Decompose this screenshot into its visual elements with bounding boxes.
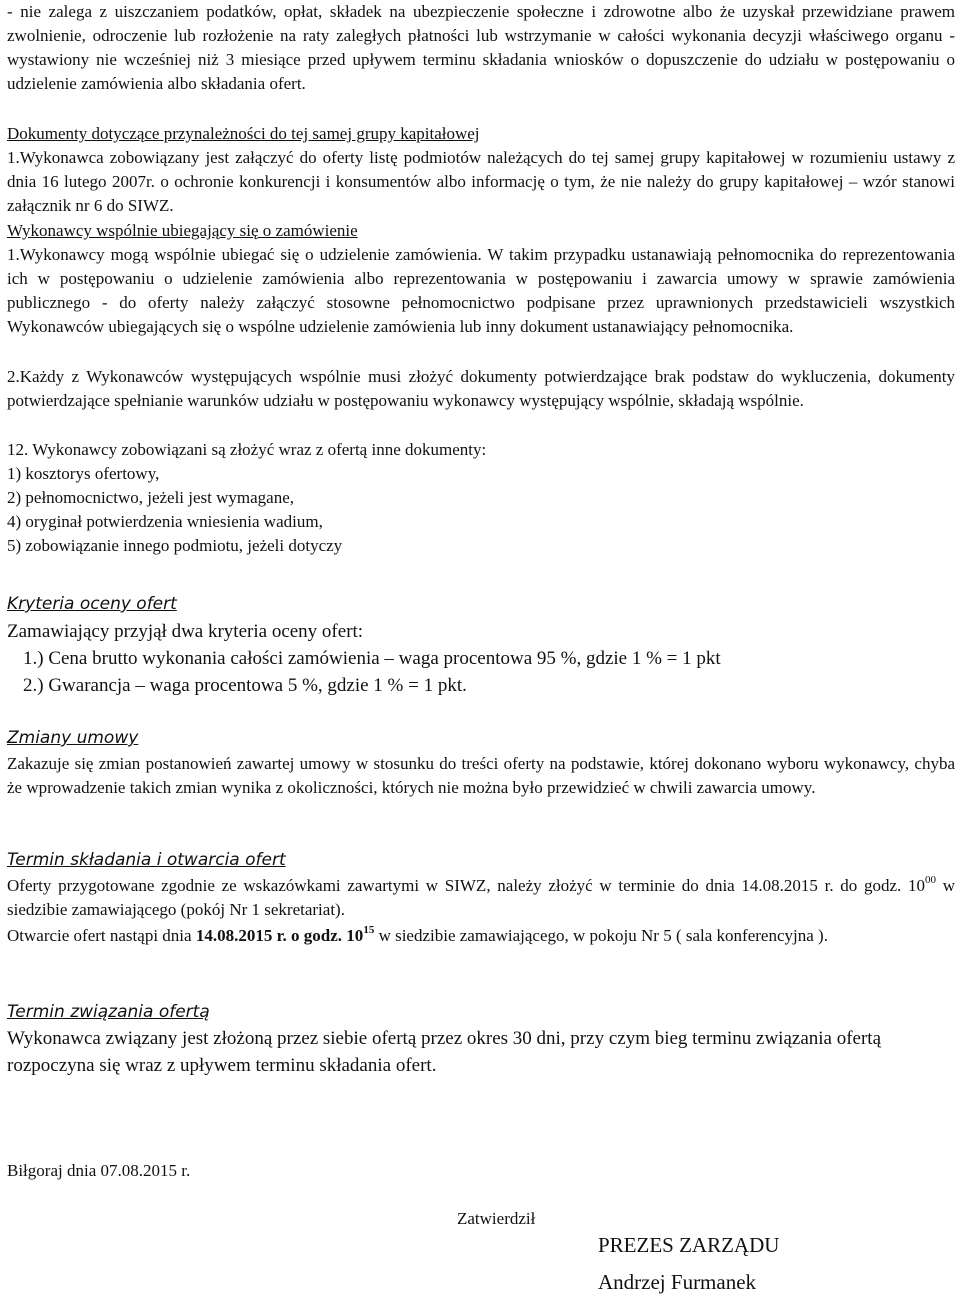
approved-label: Zatwierdził bbox=[457, 1209, 536, 1228]
joint-bidders-paragraph-1: 1.Wykonawcy mogą wspólnie ubiegać się o udzielenie zamówienia. W takim przypadku ustanawiają pełnomocnika do reprezentowania ich w postępowaniu o udzielenie zamówienia albo reprezentowania w postępowaniu i zawarcia umowy w sprawie zamówienia publicznego - do oferty należy załączyć stosowne pełnomocnictwo podpisane przez uprawnionych przedstawicieli wszystkich Wykonawców ubiegających się o wspólne udzielenie zamówienia lub inny dokument ustanawiający pełnomocnika. bbox=[7, 245, 955, 336]
place-date: Biłgoraj dnia 07.08.2015 r. bbox=[7, 1161, 191, 1180]
submission-hour-minutes: 00 bbox=[925, 874, 937, 886]
criteria-intro: Zamawiający przyjął dwa kryteria oceny ofert: bbox=[7, 621, 364, 642]
contract-changes-paragraph: Zakazuje się zmian postanowień zawartej umowy w stosunku do treści oferty na podstawie, której dokonano wyboru wykonawcy, chyba że wprowadzenie takich zmian wynika z okoliczności, których nie można było przewidzieć w chwili zawarcia umowy. bbox=[7, 754, 955, 797]
opening-text-end: w siedzibie zamawiającego, w pokoju Nr 5 ( sala konferencyjna ). bbox=[374, 926, 828, 945]
other-documents-section bbox=[7, 438, 955, 558]
submission-deadline-paragraph bbox=[7, 874, 955, 922]
capital-group-heading: Dokumenty dotyczące przynależności do tej samej grupy kapitałowej bbox=[7, 124, 480, 143]
criteria-section bbox=[7, 618, 955, 699]
signatory-name: Andrzej Furmanek bbox=[598, 1270, 757, 1294]
contract-changes-heading: Zmiany umowy bbox=[7, 728, 139, 748]
capital-group-paragraph: 1.Wykonawca zobowiązany jest załączyć do oferty listę podmiotów należących do tej samej grupy kapitałowej w rozumieniu ustawy z dnia 16 lutego 2007r. o ochronie konkurencji i konsumentów albo informację o tym, że nie należy do grupy kapitałowej – wzór stanowi załącznik nr 6 do SIWZ. bbox=[7, 148, 955, 215]
opening-date-time: 14.08.2015 r. o godz. 10 bbox=[195, 926, 364, 945]
joint-bidders-paragraph-2: 2.Każdy z Wykonawców występujących wspólnie musi złożyć dokumenty potwierdzające brak podstaw do wykluczenia, dokumenty potwierdzające spełnianie warunków udziału w postępowaniu wykonawcy występujący wspólnie, składają wspólnie. bbox=[7, 367, 955, 410]
list-item: 2) pełnomocnictwo, jeżeli jest wymagane, bbox=[7, 488, 295, 507]
list-item: 2.) Gwarancja – waga procentowa 5 %, gdzie 1 % = 1 pkt. bbox=[23, 675, 467, 696]
tax-paragraph: - nie zalega z uiszczaniem podatków, opłat, składek na ubezpieczenie społeczne i zdrowotne albo że uzyskał przewidziane prawem zwolnienie, odroczenie lub rozłożenie na raty zaległych płatności lub wstrzymanie w całości wykonania decyzji właściwego organu - wystawiony nie wcześniej niż 3 miesiące przed upływem terminu składania wniosków o dopuszczenie do udziału w postępowaniu o udzielenie zamówienia albo składania ofert. bbox=[7, 2, 955, 93]
signatory-title: PREZES ZARZĄDU bbox=[598, 1233, 780, 1257]
list-item: 1.) Cena brutto wykonania całości zamówienia – waga procentowa 95 %, gdzie 1 % = 1 pkt bbox=[23, 648, 721, 669]
other-documents-intro: 12. Wykonawcy zobowiązani są złożyć wraz z ofertą inne dokumenty: bbox=[7, 440, 487, 459]
opening-hour-minutes: 15 bbox=[363, 924, 375, 936]
list-item: 4) oryginał potwierdzenia wniesienia wadium, bbox=[7, 512, 323, 531]
submission-deadline-heading: Termin składania i otwarcia ofert bbox=[7, 850, 286, 870]
opening-text-start: Otwarcie ofert nastąpi dnia bbox=[7, 926, 196, 945]
submission-text-start: Oferty przygotowane zgodnie ze wskazówkami zawartymi w SIWZ, należy złożyć w terminie do dnia 14.08.2015 r. do godz. 10 bbox=[7, 876, 926, 895]
list-item: 1) kosztorys ofertowy, bbox=[7, 464, 160, 483]
criteria-heading: Kryteria oceny ofert bbox=[7, 594, 177, 614]
opening-paragraph bbox=[7, 924, 955, 948]
submission-text-end: w siedzibie zamawiającego (pokój Nr 1 sekretariat). bbox=[7, 876, 955, 919]
binding-period-paragraph: Wykonawca związany jest złożoną przez siebie ofertą przez okres 30 dni, przy czym bieg terminu związania ofertą rozpoczyna się wraz z upływem terminu składania ofert. bbox=[7, 1028, 882, 1076]
list-item: 5) zobowiązanie innego podmiotu, jeżeli dotyczy bbox=[7, 536, 343, 555]
joint-bidders-heading: Wykonawcy wspólnie ubiegający się o zamówienie bbox=[7, 221, 358, 240]
binding-period-heading: Termin związania ofertą bbox=[7, 1002, 210, 1022]
